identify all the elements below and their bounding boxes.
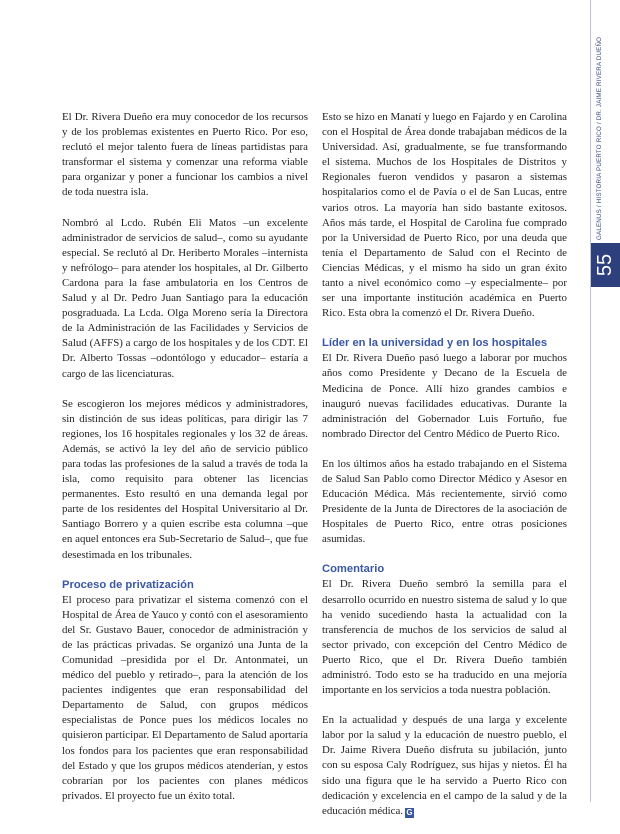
running-header-text: GALENUS / HISTORIA PUERTO RICO / DR. JAIME RIVERA DUEÑO [596,36,603,240]
paragraph: Nombró al Lcdo. Rubén Eli Matos –un excelente administrador de servicios de salud–, como su ayudante especial. Se reclutó al Dr. Heriberto Morales –internista y nefrólogo– para atender los hospitales, al Dr. Gilberto Cardona para la fase ambulatoria en los Centros de Salud y al Dr. Pedro Juan Santiago para la educación posgraduada. La Lcda. Olga Moreno sería la Directora de la Administración de las Facilidades y Servicios de Salud (AFFS) a cargo de los hospitales y de los CDT. El Dr. Alberto Tossas –odontólogo y educador– estaría a cargo de las licenciaturas. [62,216,308,380]
left-text-column [62,110,308,819]
paragraph: En los últimos años ha estado trabajando en el Sistema de Salud San Pablo como Director Médico y Asesor en Educación Médica. Más recientemente, sirvió como Presidente de la Junta de Directores de la asociación de Hospitales de Puerto Rico, entre otras posiciones asumidas. [322,457,567,546]
paragraph: El Dr. Rivera Dueño era muy conocedor de los recursos y de los problemas existentes en Puerto Rico. Por eso, reclutó el mejor talento fuera de líneas partidistas para transformar el sistema y comenzar una reforma viable para organizar y poner a funcionar los cambios a nivel de toda nuestra isla. [62,111,308,199]
page-number-badge [591,243,620,287]
paragraph: Se escogieron los mejores médicos y administradores, sin distinción de sus ideas políticas, para dirigir las 7 regiones, los 16 hospitales regionales y los 32 de áreas. Además, se activó la ley del año de servicio público para todas las profesiones de la salud a través de toda la isla, como requisito para obtener las licencias permanentes. Esto resultó en una demanda legal por parte de los residentes del Hospital Universitario al Dr. Santiago Borrero y a quien escribe esta columna –que en aquel entonces era Sub-Secretario de Salud–, que fue desestimada en los tribunales. [62,397,308,561]
paragraph: Esto se hizo en Manatí y luego en Fajardo y en Carolina con el Hospital de Área donde trabajaban médicos de la Universidad. Así, gradualmente, se fue transformando el sistema. Muchos de los Hospitales de Distritos y Regionales fueron vendidos y pasaron a sistemas hospitalarios como el de Pavía o el de San Lucas, entre varios otros. La mayoría han sido bastante exitosos. Años más tarde, el Hospital de Carolina fue comprado por la Universidad de Puerto Rico, por una deuda que tenía el Departamento de Salud con el Recinto de Ciencias Médicas, y el mismo ha sido un gran éxito tanto a nivel económico como –y especialmente– por ser una importante institución académica en Puerto Rico. Esta obra la comenzó el Dr. Rivera Dueño. [322,111,567,320]
paragraph: El Dr. Rivera Dueño pasó luego a laborar por muchos años como Presidente y Decano de la Escuela de Medicina de Ponce. Allí hizo grandes cambios e inauguró nuevas facilidades educativas. Durante la administración del Gobernador Luis Fortuño, fue nombrado Director del Centro Médico de Puerto Rico. [322,352,567,440]
end-mark-icon: G [406,807,413,817]
paragraph-closing [322,713,567,819]
section-heading-privatizacion: Proceso de privatización [62,578,194,591]
running-header [589,36,614,240]
section-heading-comentario: Comentario [322,563,385,576]
paragraph: El Dr. Rivera Dueño sembró la semilla para el desarrollo ocurrido en nuestro sistema de salud y lo que ha venido sucediendo hasta la actualidad con la transferencia de muchos de los servicios de salud al sector privado, con excepción del Centro Médico de Puerto Rico, que el Dr. Rivera Dueño también administró. Todo esto se ha traducido en una mejoría importante en los servicios a toda nuestra población. [322,578,567,697]
closing-text: En la actualidad y después de una larga y excelente labor por la salud y la educación de nuestro pueblo, el Dr. Jaime Rivera Dueño disfruta su jubilación, junto con su esposa Caly Rodríguez, sus hijas y nietos. Él ha sido una figura que le ha servido a Puerto Rico con dedicación y excelencia en el campo de la salud y de la educación médica. [322,714,567,817]
right-text-column [322,110,567,834]
section-heading-lider: Líder en la universidad y en los hospitales [322,337,548,350]
page-number: 55 [594,253,616,277]
paragraph: El proceso para privatizar el sistema comenzó con el Hospital de Área de Yauco y contó con el asesoramiento del Sr. Gustavo Bauer, conocedor de administración y de las prácticas privadas. Se organizó una Junta de la Comunidad –presidida por el Dr. Antonmatei, un médico del pueblo y retirado–, para la atención de los pacientes indigentes que eran responsabilidad del Departamento de Salud, con grupos médicos especialistas de Ponce pues los médicos locales no quisieron participar. El Departamento de Salud aportaría los fondos para los pacientes que eran responsabilidad del Estado y que los grupos médicos atenderían, y estos cobrarían por los pacientes con planes médicos privados. El proyecto fue un éxito total. [62,593,308,802]
